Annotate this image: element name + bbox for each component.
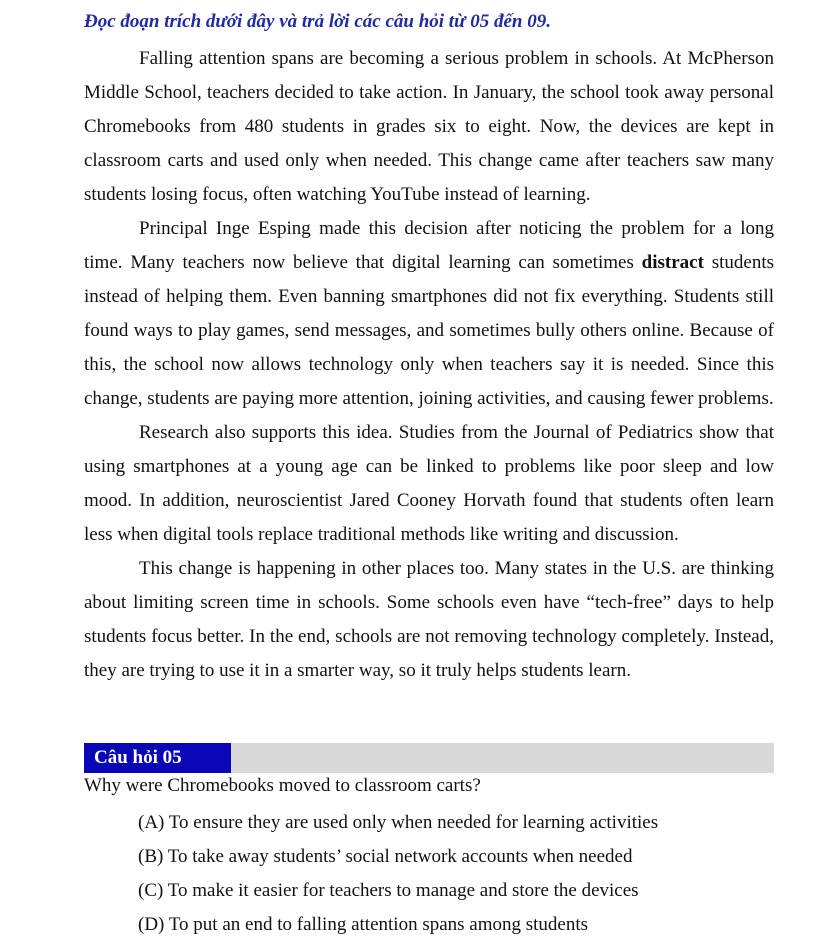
- highlighted-word-distract: distract: [641, 252, 704, 273]
- question-text: Why were Chromebooks moved to classroom carts?: [84, 775, 481, 796]
- option-d[interactable]: (D) To put an end to falling attention spans among students: [138, 914, 589, 935]
- paragraph-2-text-end: students instead of helping them. Even banning smartphones did not fix everything. Students still found ways to play games, send messages, and sometimes bully others online. Because of this, the school now allows technology only when teachers say it is needed. Since this change, students are paying more attention, joining activities, and causing fewer problems.: [84, 252, 774, 409]
- question-header-bar: [84, 743, 774, 773]
- passage-paragraph-2: [84, 212, 774, 416]
- answer-options: [138, 806, 658, 942]
- passage-paragraph-1: Falling attention spans are becoming a serious problem in schools. At McPherson Middle School, teachers decided to take action. In January, the school took away personal Chromebooks from 480 students in grades six to eight. Now, the devices are kept in classroom carts and used only when needed. This change came after teachers saw many students losing focus, often watching YouTube instead of learning.: [84, 48, 774, 205]
- reading-passage: [84, 8, 774, 688]
- question-label: Câu hỏi 05: [84, 743, 231, 773]
- passage-paragraph-4: This change is happening in other places too. Many states in the U.S. are thinking about limiting screen time in schools. Some schools even have “tech-free” days to help students focus better. In the end, schools are not removing technology completely. Instead, they are trying to use it in a smarter way, so it truly helps students learn.: [84, 558, 774, 681]
- option-a[interactable]: (A) To ensure they are used only when needed for learning activities: [138, 812, 659, 833]
- paragraph-2-text-start: Principal Inge Esping made this decision after noticing the problem for a long time. Many teachers now believe that digital learning can sometimes: [84, 218, 774, 273]
- instruction-heading: Đọc đoạn trích dưới đây và trả lời các câu hỏi từ 05 đến 09.: [84, 11, 551, 32]
- passage-paragraph-3: Research also supports this idea. Studies from the Journal of Pediatrics show that using smartphones at a young age can be linked to problems like poor sleep and low mood. In addition, neuroscientist Jared Cooney Horvath found that students often learn less when digital tools replace traditional methods like writing and discussion.: [84, 422, 774, 545]
- option-c[interactable]: (C) To make it easier for teachers to manage and store the devices: [138, 880, 639, 901]
- option-b[interactable]: (B) To take away students’ social network accounts when needed: [138, 846, 633, 867]
